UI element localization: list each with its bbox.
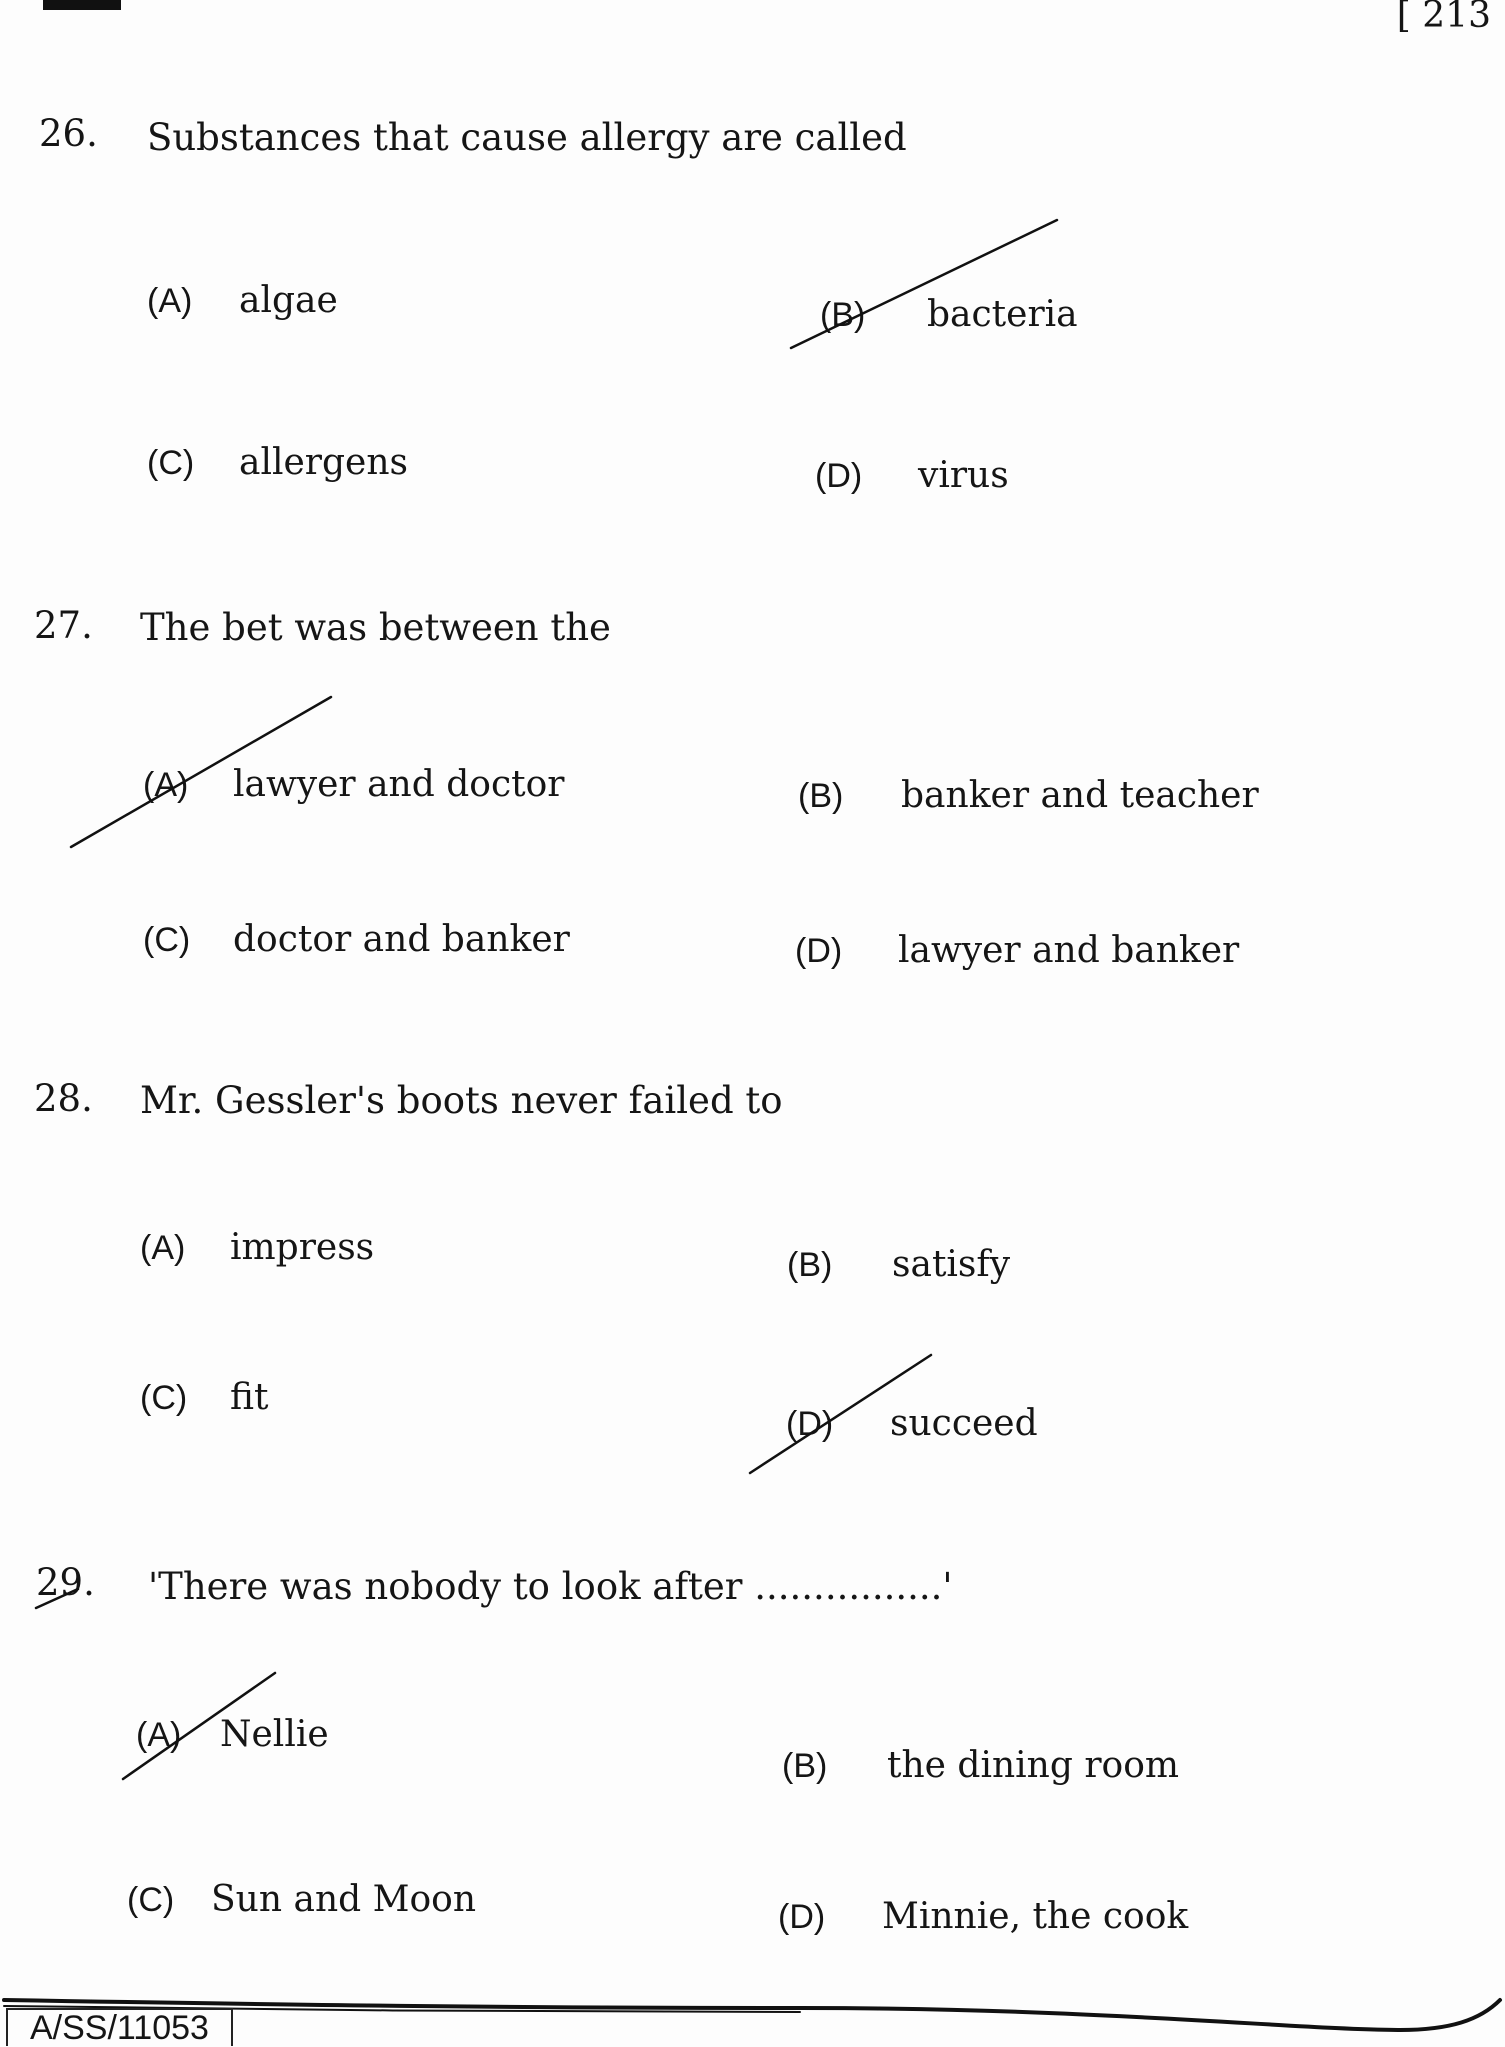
answer-slash-mark (791, 220, 1057, 348)
option-label: (C) (140, 1379, 188, 1417)
paper-code: A/SS/11053 (6, 2008, 233, 2046)
option-label: (C) (127, 1881, 175, 1919)
option-text: Minnie, the cook (882, 1896, 1189, 1937)
option-text: Sun and Moon (211, 1879, 477, 1920)
option-text: the dining room (887, 1745, 1180, 1786)
option-label: (D) (815, 457, 863, 495)
option-text: banker and teacher (901, 775, 1259, 816)
question-text: Mr. Gessler's boots never failed to (140, 1079, 783, 1122)
option-label: (B) (787, 1246, 833, 1284)
question-text: Substances that cause allergy are called (147, 116, 907, 159)
option-text: bacteria (927, 294, 1078, 335)
answer-slash-mark (750, 1355, 931, 1473)
option-label: (D) (778, 1898, 826, 1936)
underline-mark (36, 1589, 78, 1608)
option-text: impress (230, 1227, 375, 1268)
option-text: allergens (239, 442, 409, 483)
option-label: (A) (136, 1716, 182, 1754)
option-text: satisfy (892, 1244, 1011, 1285)
option-text: lawyer and banker (898, 930, 1240, 971)
option-label: (A) (147, 282, 193, 320)
answer-slash-mark (123, 1673, 275, 1779)
option-label: (C) (143, 921, 191, 959)
option-label: (B) (820, 296, 866, 334)
question-number: 26. (39, 112, 98, 155)
option-text: virus (918, 455, 1009, 496)
question-number: 28. (34, 1077, 93, 1120)
option-text: doctor and banker (233, 919, 570, 960)
option-text: succeed (890, 1403, 1038, 1444)
option-text: Nellie (220, 1714, 329, 1755)
option-label: (A) (143, 766, 189, 804)
option-label: (D) (795, 932, 843, 970)
option-text: algae (239, 280, 338, 321)
option-label: (C) (147, 444, 195, 482)
page-number: [ 213 (1396, 0, 1491, 36)
question-text: The bet was between the (140, 606, 611, 649)
option-label: (D) (786, 1405, 834, 1443)
question-text: 'There was nobody to look after ................' (148, 1565, 953, 1608)
option-label: (B) (798, 777, 844, 815)
answer-slash-mark (71, 697, 331, 847)
option-label: (B) (782, 1747, 828, 1785)
question-number: 27. (34, 604, 93, 647)
option-label: (A) (140, 1229, 186, 1267)
option-text: fit (230, 1377, 269, 1418)
question-number: 29. (36, 1561, 95, 1604)
option-text: lawyer and doctor (233, 764, 565, 805)
